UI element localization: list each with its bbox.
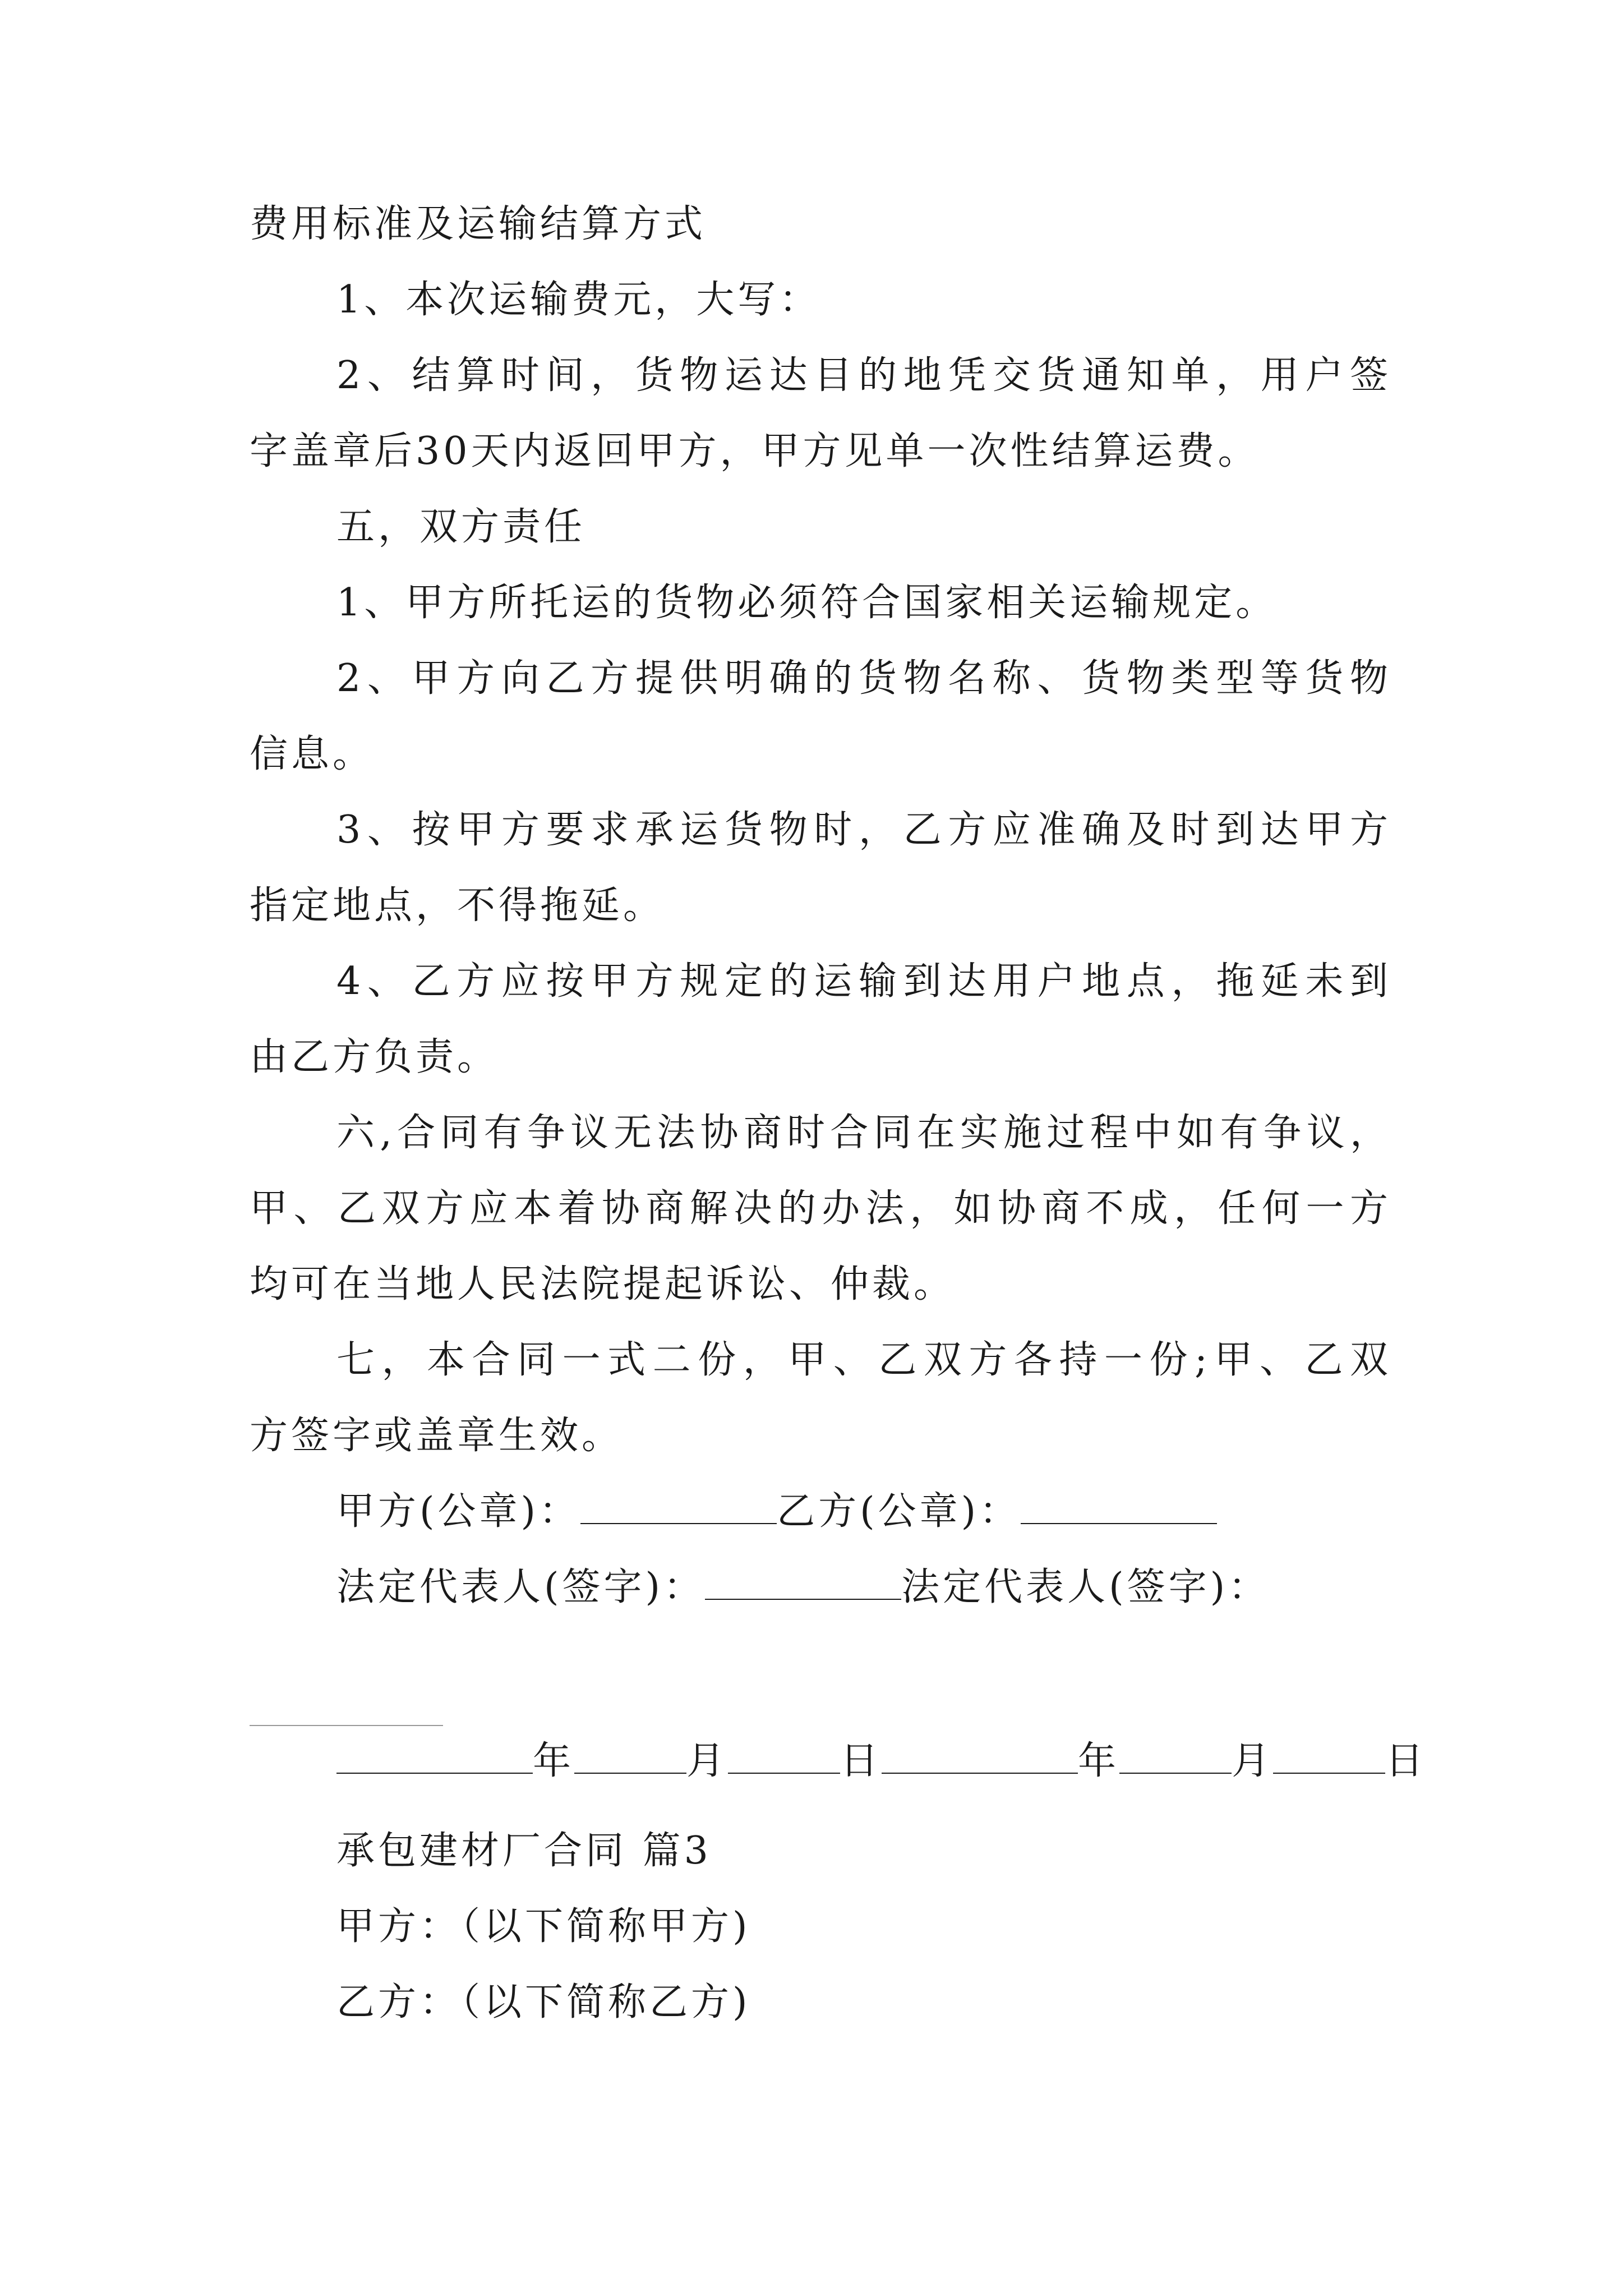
clause-5-2-line-1: 2、甲方向乙方提供明确的货物名称、货物类型等货物: [336, 656, 1388, 701]
clause-5-3-line-2: 指定地点，不得拖延。: [250, 884, 665, 928]
rep-b-label: 法定代表人(签字)：: [901, 1565, 1270, 1609]
clause-4-2-line-2: 字盖章后30天内返回甲方，甲方见单一次性结算运费。: [250, 429, 1260, 473]
day-a-blank[interactable]: [728, 1739, 840, 1774]
contract-3-party-a: 甲方：（以下简称甲方): [336, 1904, 751, 1949]
day-b-blank[interactable]: [1273, 1739, 1385, 1774]
clause-5-3-line-1: 3、按甲方要求承运货物时，乙方应准确及时到达甲方: [336, 808, 1388, 852]
rep-b-blank-continued[interactable]: [250, 1725, 443, 1726]
month-a-label: 月: [686, 1739, 728, 1783]
clause-5-2-line-2: 信息。: [250, 732, 375, 776]
clause-5-1: 1、甲方所托运的货物必须符合国家相关运输规定。: [336, 581, 1278, 625]
representative-row: [336, 1562, 1475, 1613]
year-b-blank[interactable]: [882, 1739, 1078, 1774]
year-a-label: 年: [533, 1739, 575, 1783]
year-b-label: 年: [1078, 1739, 1120, 1783]
day-b-label: 日: [1385, 1739, 1427, 1783]
clause-7-line-2: 方签字或盖章生效。: [250, 1414, 624, 1458]
contract-3-title: 承包建材厂合同 篇3: [336, 1829, 712, 1873]
clause-5-4-line-2: 由乙方负责。: [250, 1035, 499, 1079]
date-row: [336, 1736, 1475, 1787]
party-a-seal-label: 甲方(公章)：: [336, 1489, 581, 1534]
day-a-label: 日: [840, 1739, 882, 1783]
party-b-seal-label: 乙方(公章)：: [777, 1489, 1021, 1534]
section-heading-responsibilities: 五，双方责任: [336, 505, 586, 549]
party-a-seal-blank[interactable]: [580, 1489, 777, 1524]
month-b-blank[interactable]: [1119, 1739, 1232, 1774]
contract-3-party-b: 乙方：（以下简称乙方): [336, 1980, 751, 2024]
clause-6-line-2: 甲、乙双方应本着协商解决的办法，如协商不成，任何一方: [250, 1186, 1388, 1231]
clause-7-line-1: 七，本合同一式二份，甲、乙双方各持一份;甲、乙双: [336, 1338, 1388, 1382]
clause-4-2-line-1: 2、结算时间，货物运达目的地凭交货通知单，用户签: [336, 353, 1388, 398]
section-heading-fees: 费用标准及运输结算方式: [250, 202, 707, 246]
rep-a-label: 法定代表人(签字)：: [336, 1565, 706, 1609]
clause-4-1: 1、本次运输费元，大写：: [336, 278, 821, 322]
year-a-blank[interactable]: [336, 1739, 533, 1774]
clause-6-line-1: 六,合同有争议无法协商时合同在实施过程中如有争议，: [336, 1111, 1388, 1155]
clause-6-line-3: 均可在当地人民法院提起诉讼、仲裁。: [250, 1262, 956, 1306]
clause-5-4-line-1: 4、乙方应按甲方规定的运输到达用户地点，拖延未到: [336, 959, 1388, 1004]
rep-a-blank[interactable]: [705, 1565, 901, 1600]
party-b-seal-blank[interactable]: [1021, 1489, 1217, 1524]
month-b-label: 月: [1232, 1739, 1274, 1783]
seal-row: [336, 1487, 1475, 1537]
month-a-blank[interactable]: [574, 1739, 686, 1774]
